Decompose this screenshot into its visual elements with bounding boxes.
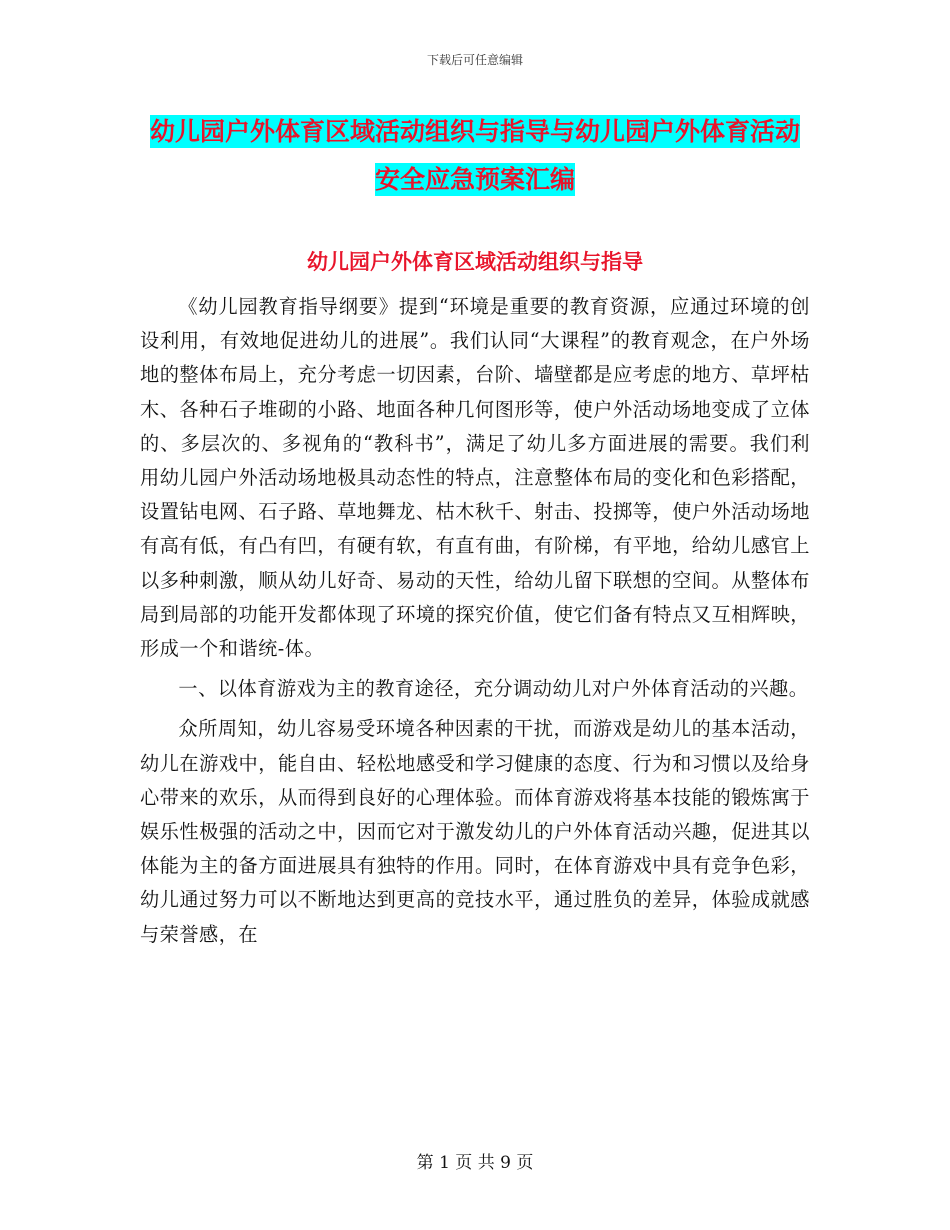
body-paragraph: 众所周知，幼儿容易受环境各种因素的干扰，而游戏是幼儿的基本活动，幼儿在游戏中，能自由、轻松地感受和学习健康的态度、行为和习惯以及给身心带来的欢乐，从而得到良好的心理体验。而体育游戏将基本技能的锻炼寓于娱乐性极强的活动之中，因而它对于激发幼儿的户外体育活动兴趣，促进其以体能为主的备方面进展具有独特的作用。同时，在体育游戏中具有竞争色彩，幼儿通过努力可以不断地达到更高的竞技水平，通过胜负的差异，体验成就感与荣誉感，在	[140, 717, 810, 946]
body-paragraph: 一、以体育游戏为主的教育途径，充分调动幼儿对户外体育活动的兴趣。	[178, 677, 809, 701]
body-paragraph: 《幼儿园教育指导纲要》提到“环境是重要的教育资源，应通过环境的创设利用，有效地促进幼儿的进展”。我们认同“大课程”的教育观念，在户外场地的整体布局上，充分考虑一切因素，台阶、墙壁都是应考虑的地方、草坪枯木、各种石子堆砌的小路、地面各种几何图形等，使户外活动场地变成了立体的、多层次的、多视角的“教科书”，满足了幼儿多方面进展的需要。我们利用幼儿园户外活动场地极具动态性的特点，注意整体布局的变化和色彩搭配，设置钻电网、石子路、草地舞龙、枯木秋千、射击、投掷等，使户外活动场地有高有低，有凸有凹，有硬有软，有直有曲，有阶梯，有平地，给幼儿感官上以多种刺激，顺从幼儿好奇、易动的天性，给幼儿留下联想的空间。从整体布局到局部的功能开发都体现了环境的探究价值，使它们备有特点又互相辉映，形成一个和谐统-体。	[140, 295, 810, 661]
section-heading: 幼儿园户外体育区域活动组织与指导	[307, 250, 643, 274]
document-title-text: 幼儿园户外体育区域活动组织与指导与幼儿园户外体育活动安全应急预案汇编	[149, 117, 800, 194]
document-body	[140, 290, 810, 958]
page-header-note: 下载后可任意编辑	[426, 53, 523, 67]
document-title	[140, 108, 810, 204]
page-number: 第 1 页 共 9 页	[416, 1153, 534, 1173]
